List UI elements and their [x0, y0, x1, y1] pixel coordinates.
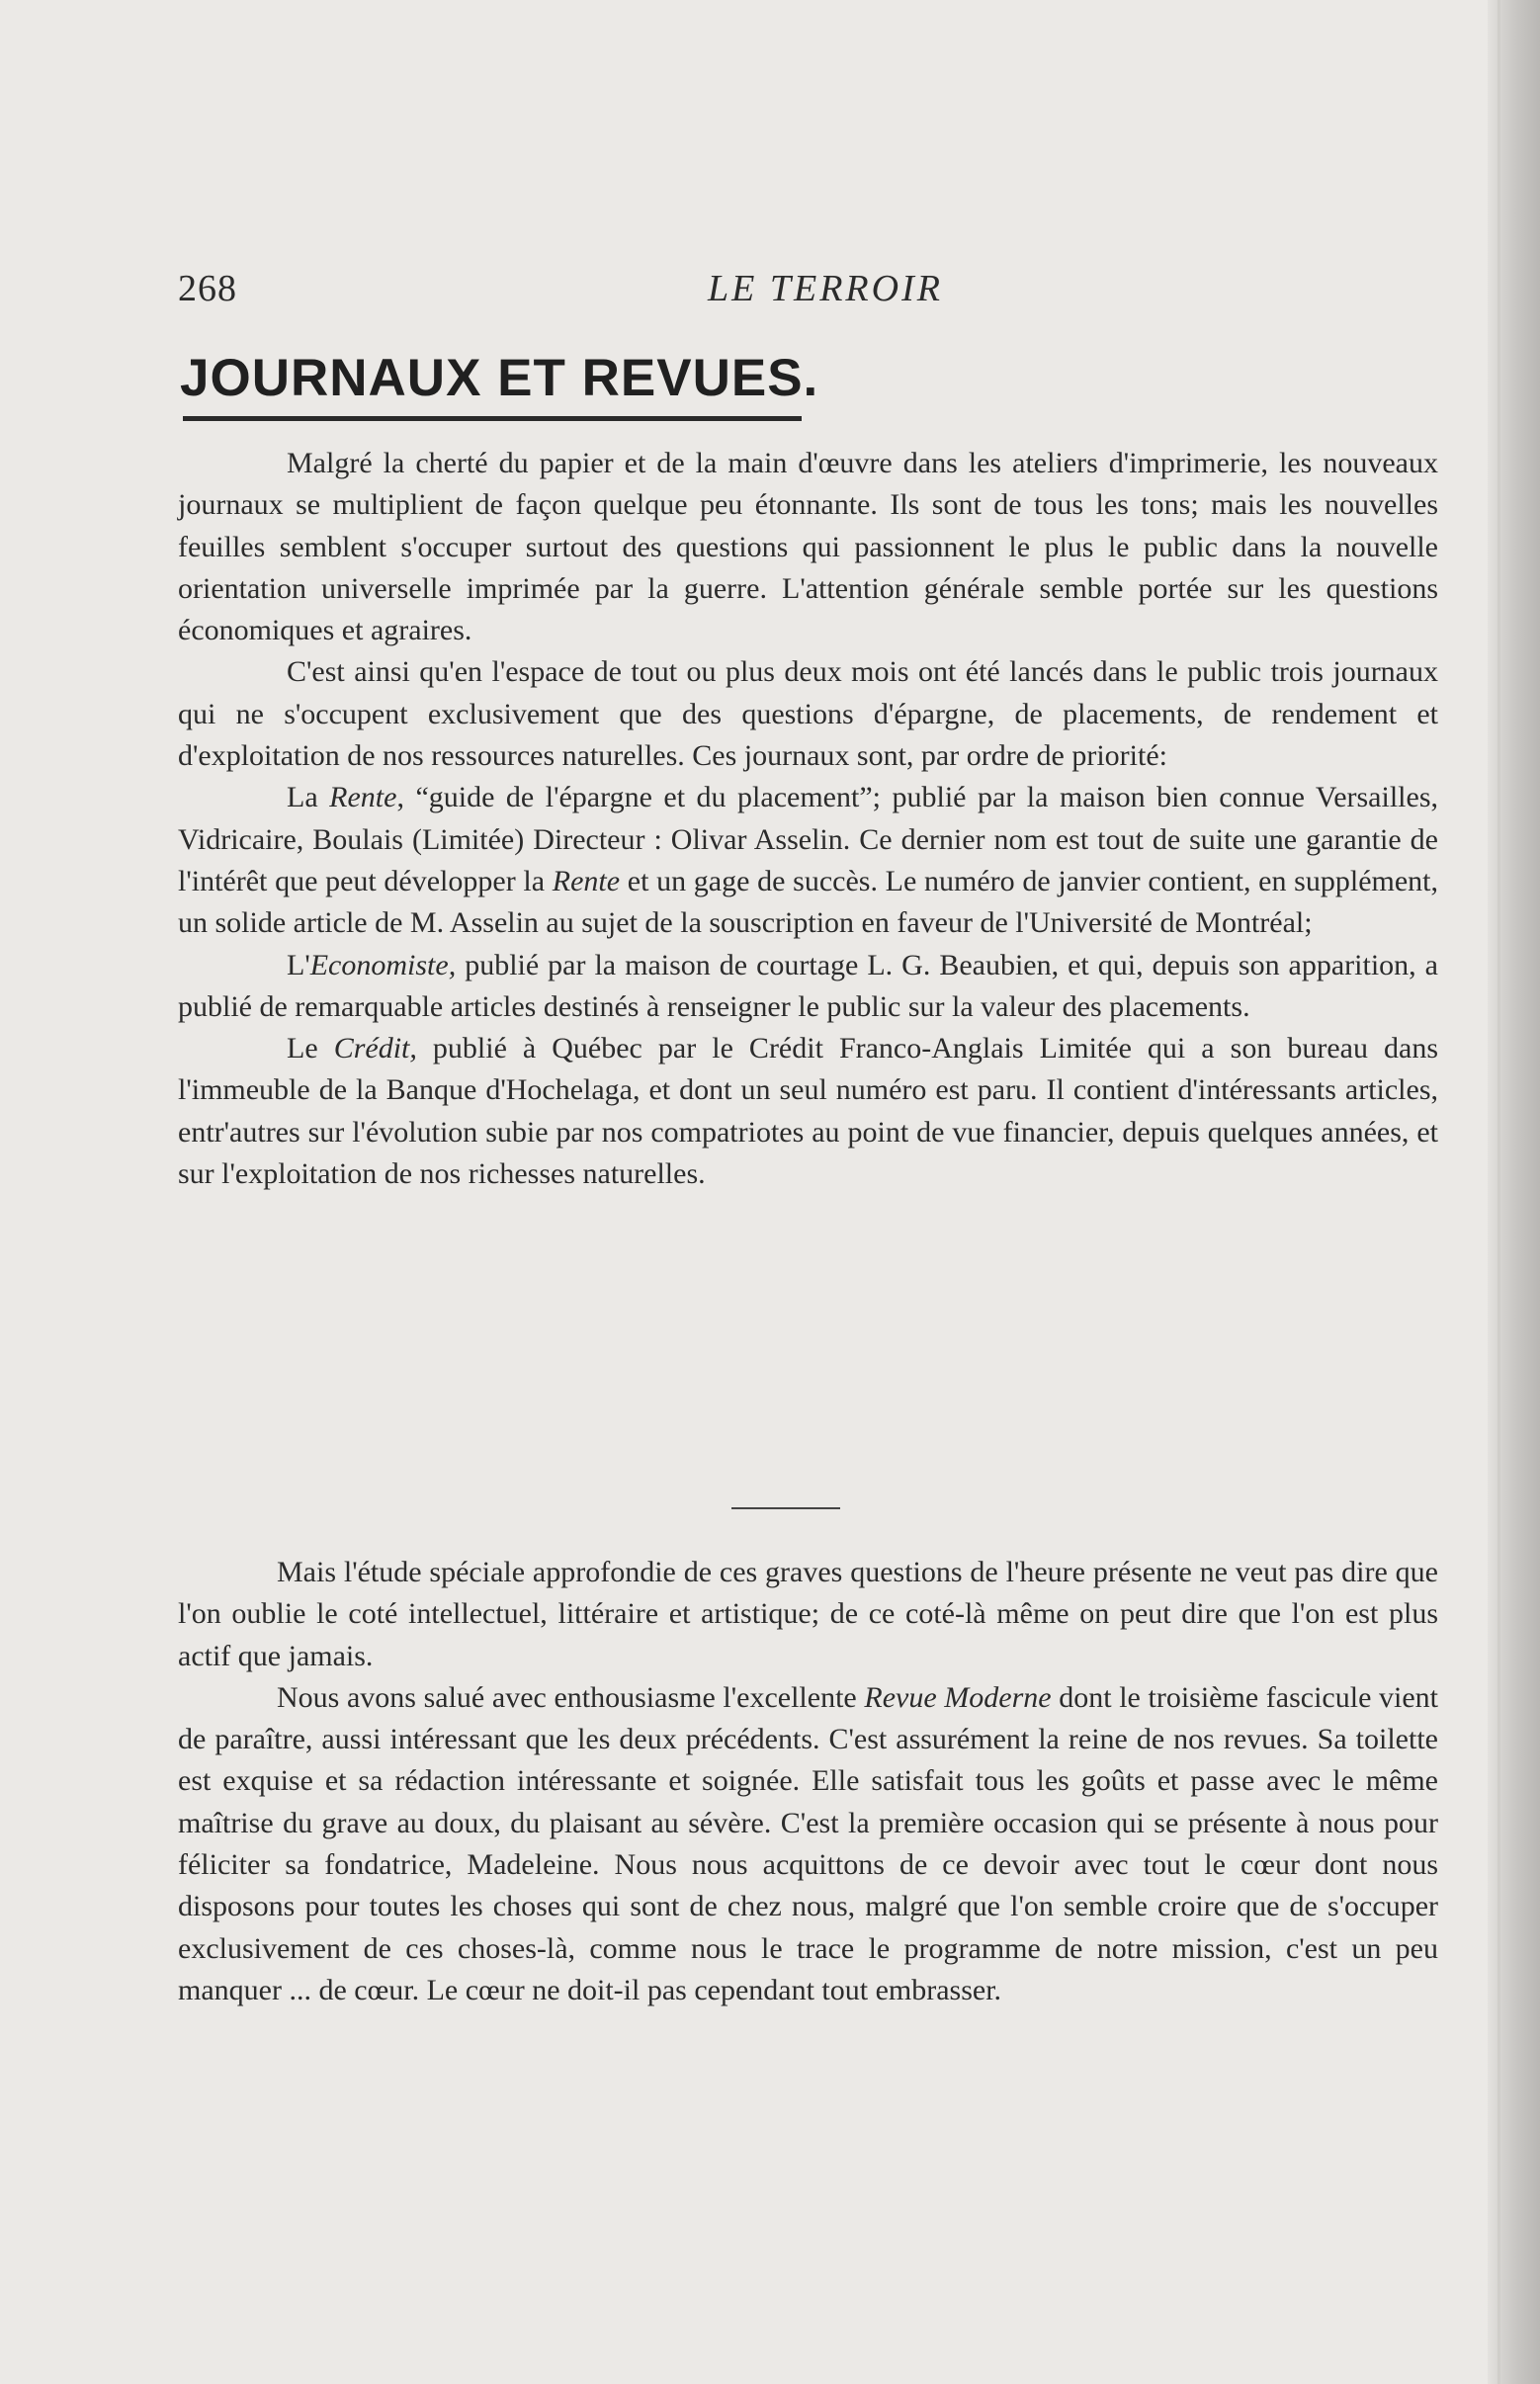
journal-name: Rente	[552, 864, 621, 897]
article-body	[178, 443, 1438, 1195]
entry-text: publié à Québec par le Crédit Franco-Anglais Limitée qui a son bureau dans l'immeuble de la Banque d'Hochelaga, et dont un seul numéro est paru. Il contient d'intéressants articles, entr'autres sur l'évolution subie par nos compatriotes au point de vue financier, depuis quelques années, et sur l'exploitation de nos richesses naturelles.	[178, 1032, 1439, 1191]
journal-entry-rente	[178, 777, 1438, 944]
page-number: 268	[178, 268, 237, 309]
revue-name: Revue Moderne	[864, 1680, 1052, 1714]
revue-paragraph	[178, 1677, 1438, 2011]
paragraph: Mais l'étude spéciale approfondie de ces graves questions de l'heure présente ne veut pas dire que l'on oublie le coté intellectuel, littéraire et artistique; de ce coté-là même on peut dire que l'on est plus actif que jamais.	[178, 1556, 1438, 1672]
entry-text: et un gage de succès. Le numéro de janvier contient, en supplément, un solide article de M. Asselin au sujet de la souscription en faveur de l'Université de Montréal;	[178, 864, 1438, 940]
entry-text: publié par la maison de courtage L. G. Beaubien, et qui, depuis son apparition, a publié de remarquable articles destinés à renseigner le public sur la valeur des placements.	[178, 948, 1438, 1023]
paragraph: C'est ainsi qu'en l'espace de tout ou plus deux mois ont été lancés dans le public trois journaux qui ne s'occupent exclusivement que des questions d'épargne, de placements, de rendement et d'exploitation de nos ressources naturelles. Ces journaux sont, par ordre de priorité:	[178, 655, 1438, 773]
section-title: JOURNAUX ET REVUES.	[180, 349, 819, 407]
journal-entry-credit	[178, 1028, 1438, 1195]
entry-text: , “guide de l'épargne et du placement”; publié par la maison bien connue Versailles, Vidricaire, Boulais (Limitée) Directeur : Olivar Asselin. Ce dernier nom est tout de suite une garantie de l'intérêt que peut développer la	[178, 781, 1438, 897]
section-separator	[731, 1507, 840, 1509]
book-spine-shadow	[1488, 0, 1540, 2384]
entry-prefix: Le	[287, 1032, 334, 1065]
entry-prefix: La	[287, 781, 330, 814]
title-underline	[183, 416, 802, 421]
entry-prefix: L'	[287, 948, 310, 981]
revue-text: dont le troisième fascicule vient de paraître, aussi intéressant que les deux précédents. C'est assurément la reine de nos revues. Sa toilette est exquise et sa rédaction intéressante et soignée. Elle satisfait tous les goûts et passe avec le même maîtrise du grave au doux, du plaisant au sévère. C'est la première occasion qui se présente à nous pour féliciter sa fondatrice, Madeleine. Nous nous acquittons de ce devoir avec tout le cœur dont nous disposons pour toutes les choses qui sont de chez nous, malgré que l'on semble croire que de s'occuper exclusivement de ces choses-là, comme nous le trace le programme de notre mission, c'est un peu manquer ... de cœur. Le cœur ne doit-il pas cependant tout embrasser.	[178, 1680, 1439, 2006]
journal-entry-economiste	[178, 945, 1438, 1029]
page-header	[178, 267, 1433, 316]
journal-name: Rente	[329, 781, 397, 814]
journal-name: Crédit,	[333, 1032, 417, 1065]
page-edge	[1497, 0, 1500, 2384]
revue-text: Nous avons salué avec enthousiasme l'excellente	[277, 1680, 865, 1714]
paragraph: Malgré la cherté du papier et de la main d'œuvre dans les ateliers d'imprimerie, les nouveaux journaux se multiplient de façon quelque peu étonnante. Ils sont de tous les tons; mais les nouvelles feuilles semblent s'occuper surtout des questions qui passionnent le plus le public dans la nouvelle orientation universelle imprimée par la guerre. L'attention générale semble portée sur les questions économiques et agraires.	[178, 447, 1438, 647]
journal-name: Economiste,	[309, 948, 457, 981]
running-title: LE TERROIR	[708, 268, 943, 309]
article-body-continued	[178, 1552, 1438, 2011]
